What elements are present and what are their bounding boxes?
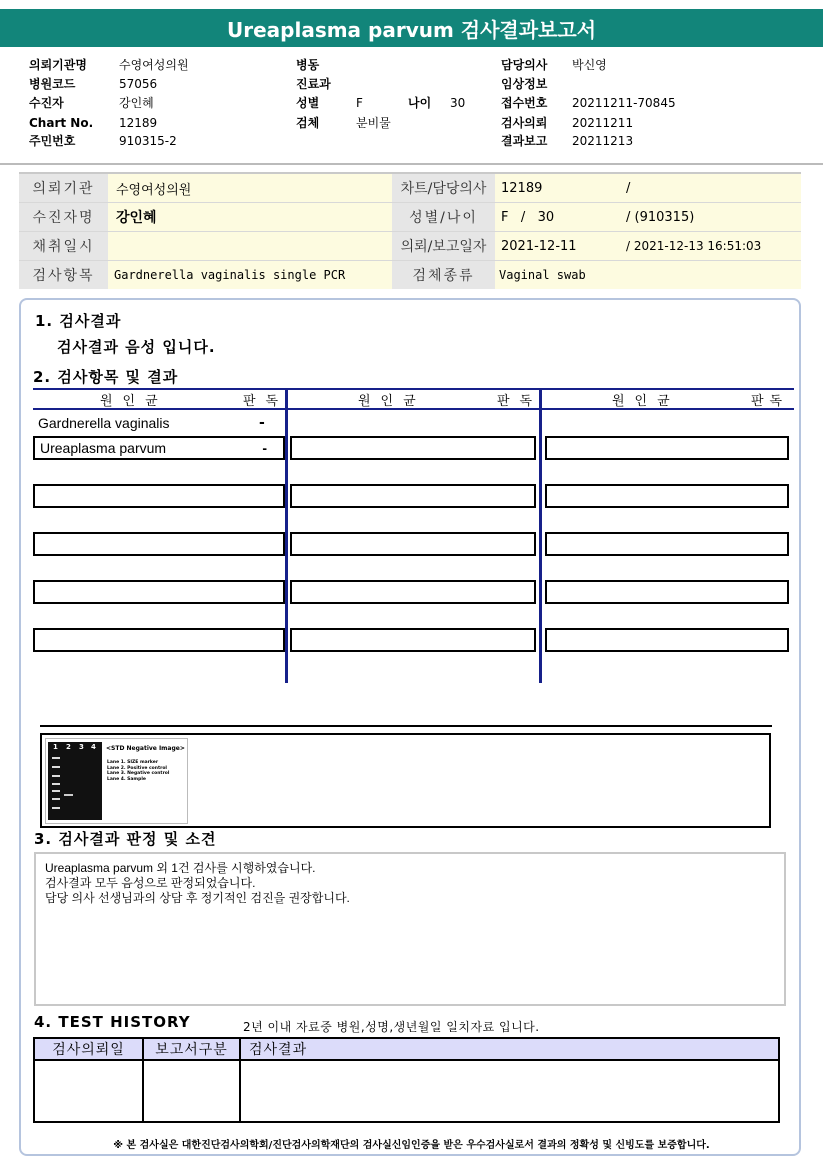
opinion-line: 담당 의사 선생님과의 상담 후 정기적인 검진을 권장합니다.: [45, 891, 350, 905]
gel-band: [64, 794, 73, 796]
header-value: 30: [450, 96, 466, 110]
gel-band: [52, 807, 60, 809]
info-label: 수진자명: [19, 203, 108, 231]
result-cell: [545, 484, 789, 508]
header-value: 12189: [119, 116, 158, 130]
result-cell: [290, 628, 536, 652]
header-label: 검사의뢰: [501, 116, 548, 130]
header-divider: [0, 163, 823, 165]
info-label: 검체종류: [392, 261, 495, 289]
header-value: 분비물: [356, 116, 391, 130]
organism-result: -: [259, 415, 265, 431]
gel-band: [52, 783, 60, 785]
info-label: 채취일시: [19, 232, 108, 260]
header-label: 담당의사: [501, 58, 548, 72]
info-table: [19, 172, 801, 289]
header-value: 20211213: [572, 134, 634, 148]
grid-column-divider: [539, 388, 542, 683]
header-label: 수진자: [29, 96, 64, 110]
history-column-divider: [239, 1039, 241, 1121]
lane-label: 2: [66, 743, 71, 751]
result-cell: [33, 532, 285, 556]
gel-legend-item: Lane 1. SIZE marker: [107, 760, 159, 765]
gel-band: [52, 775, 60, 777]
info-value: / 2021-12-13 16:51:03: [626, 239, 762, 253]
result-cell: [33, 436, 285, 460]
header-label: 병원코드: [29, 77, 76, 91]
gel-lanes: [48, 742, 102, 820]
info-value: 수영여성의원: [116, 182, 192, 198]
section-1-title: 1. 검사결과: [35, 312, 122, 330]
grid-column-divider: [285, 388, 288, 683]
gel-band: [52, 757, 60, 759]
header-label: 임상정보: [501, 77, 548, 91]
result-cell: [290, 532, 536, 556]
info-value: Vaginal swab: [499, 268, 586, 282]
info-value: 강인혜: [116, 210, 157, 226]
result-summary: 검사결과 음성 입니다.: [57, 338, 216, 356]
grid-header-organism: 원인균: [100, 394, 168, 409]
grid-header-reading: 판독: [751, 394, 789, 409]
history-column-divider: [142, 1039, 144, 1121]
grid-header-reading: 판독: [243, 394, 289, 409]
gel-image: [45, 738, 188, 824]
section-4-title: 4. TEST HISTORY: [34, 1013, 191, 1031]
grid-header-organism: 원인균: [358, 394, 426, 409]
history-note: 2년 이내 자료중 병원,성명,생년월일 일치자료 입니다.: [243, 1020, 540, 1034]
header-label: 진료과: [296, 77, 331, 91]
lane-label: 3: [79, 743, 84, 751]
history-table: [33, 1037, 780, 1123]
header-value: 20211211: [572, 116, 634, 130]
header-label: 병동: [296, 58, 320, 72]
header-value: 박신영: [572, 58, 607, 72]
gel-legend-item: Lane 3. Negative control: [107, 771, 170, 776]
header-label: 성별: [296, 96, 320, 110]
opinion-line: Ureaplasma parvum 외 1건 검사를 시행하였습니다.: [45, 861, 316, 875]
info-value: 2021-12-11: [501, 238, 577, 254]
gel-band: [52, 790, 60, 792]
info-label: 의뢰기관: [19, 174, 108, 202]
organism-result: -: [262, 440, 267, 456]
info-value: / (910315): [626, 209, 695, 225]
header-label: 접수번호: [501, 96, 548, 110]
gel-band: [52, 766, 60, 768]
info-label: 성별/나이: [392, 203, 495, 231]
header-label: 결과보고: [501, 134, 548, 148]
header-value: 57056: [119, 77, 158, 91]
result-cell: [33, 628, 285, 652]
header-label: 의뢰기관명: [29, 58, 87, 72]
header-value: 수영여성의원: [119, 58, 189, 72]
info-value: /: [626, 180, 631, 196]
result-cell: [33, 580, 285, 604]
result-cell: [290, 484, 536, 508]
grid-header-organism: 원인균: [612, 394, 680, 409]
info-value: Gardnerella vaginalis single PCR: [114, 268, 346, 282]
header-value: 20211211-70845: [572, 96, 676, 110]
result-cell: [545, 532, 789, 556]
gel-divider: [40, 725, 772, 727]
result-cell: [545, 580, 789, 604]
result-cell: [290, 580, 536, 604]
result-cell: [290, 436, 536, 460]
history-header: [35, 1039, 778, 1061]
gel-band: [52, 798, 60, 800]
organism-name: Gardnerella vaginalis: [38, 415, 170, 431]
info-label: 검사항목: [19, 261, 108, 289]
history-col-result: 검사결과: [249, 1042, 308, 1058]
history-col-type: 보고서구분: [155, 1042, 228, 1058]
header-label: Chart No.: [29, 116, 94, 130]
grid-header-reading: 판독: [497, 394, 543, 409]
gel-legend-item: Lane 4. Sample: [107, 776, 146, 782]
result-cell: [545, 628, 789, 652]
header-value: 910315-2: [119, 134, 177, 148]
result-cell: [545, 436, 789, 460]
section-2-title: 2. 검사항목 및 결과: [33, 368, 179, 386]
header-value: F: [356, 96, 363, 110]
lane-label: 4: [91, 743, 96, 751]
info-value: F / 30: [501, 209, 555, 225]
info-label: 의뢰/보고일자: [392, 232, 495, 260]
gel-title: <STD Negative Image>: [106, 745, 185, 752]
lane-label: 1: [53, 743, 58, 751]
gel-legend-item: Lane 2. Positive control: [107, 765, 167, 771]
gel-legend: [107, 760, 169, 782]
opinion-line: 검사결과 모두 음성으로 판정되었습니다.: [45, 876, 256, 890]
section-3-title: 3. 검사결과 판정 및 소견: [34, 830, 217, 848]
history-col-date: 검사의뢰일: [52, 1042, 125, 1058]
header-label: 나이: [408, 96, 432, 110]
header-label: 검체: [296, 116, 320, 130]
certification-footer: ※ 본 검사실은 대한진단검사의학회/진단검사의학재단의 검사실신임인증을 받은 우수검사실로서 결과의 정확성 및 신빙도를 보증합니다.: [113, 1140, 710, 1151]
header-label: 주민번호: [29, 134, 76, 148]
opinion-box: [34, 852, 786, 1006]
info-label: 차트/담당의사: [392, 174, 495, 202]
result-cell: [33, 484, 285, 508]
report-title: Ureaplasma parvum 검사결과보고서: [0, 9, 823, 47]
header-value: 강인혜: [119, 96, 154, 110]
info-value: 12189: [501, 180, 543, 196]
organism-name: Ureaplasma parvum: [40, 440, 167, 456]
